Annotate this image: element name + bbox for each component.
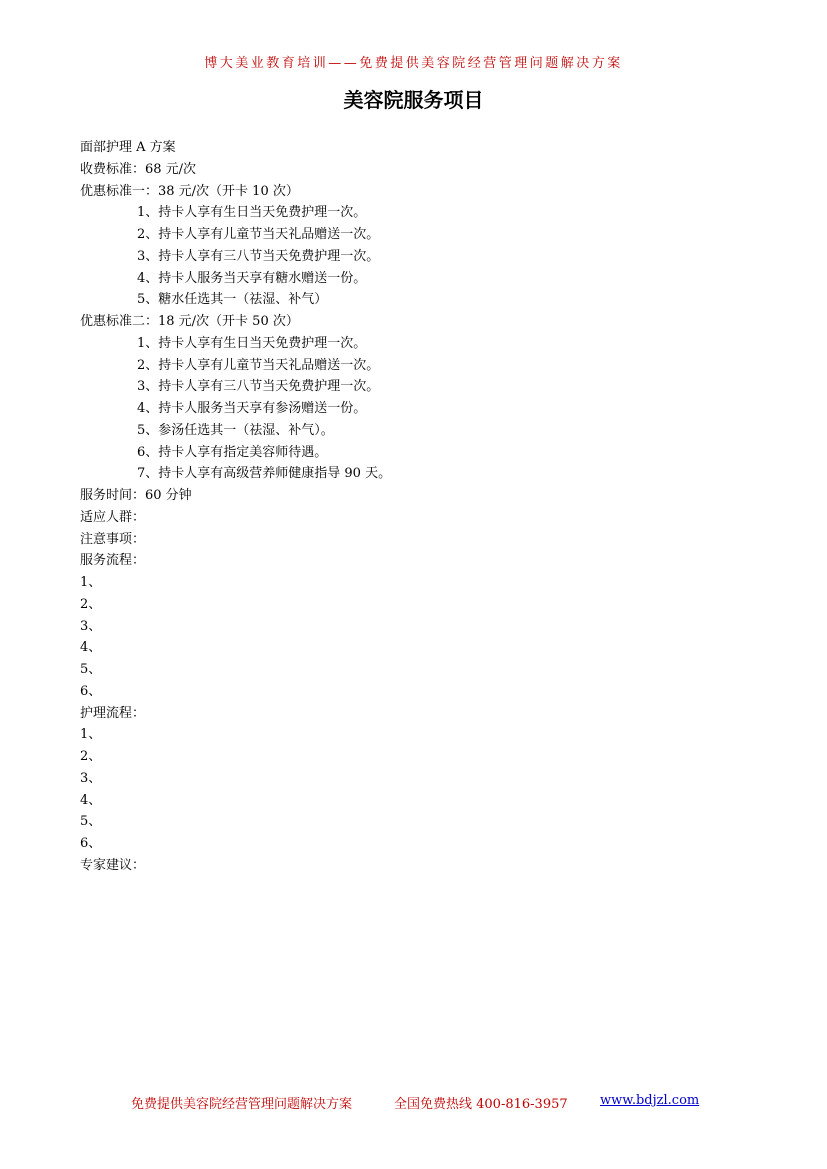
list-item: 2、 [80, 596, 102, 612]
target-group: 适应人群： [80, 509, 146, 525]
list-item: 5、 [80, 814, 102, 830]
list-item: 1、持卡人享有生日当天免费护理一次。 [137, 205, 367, 221]
discount-one-label: 优惠标准一：38 元/次（开卡 10 次） [80, 183, 299, 199]
list-item: 6、 [80, 683, 102, 699]
list-item: 5、 [80, 662, 102, 677]
list-item: 2、 [80, 749, 102, 764]
discount-two-label: 优惠标准二：18 元/次（开卡 50 次） [80, 314, 299, 329]
footer-website-link[interactable]: www.bdjzl.com [600, 1093, 700, 1108]
service-time: 服务时间：60 分钟 [80, 488, 192, 503]
footer-hotline: 全国免费热线 400-816-3957 [394, 1097, 568, 1112]
list-item: 1、 [80, 727, 102, 743]
page-header-banner: 博大美业教育培训——免费提供美容院经营管理问题解决方案 [204, 56, 623, 71]
list-item: 6、持卡人享有指定美容师待遇。 [137, 444, 328, 460]
notes: 注意事项： [80, 531, 146, 547]
list-item: 4、 [80, 640, 102, 656]
list-item: 6、 [80, 836, 102, 851]
list-item: 5、糖水任选其一（祛湿、补气） [137, 292, 328, 308]
list-item: 7、持卡人享有高级营养师健康指导 90 天。 [137, 466, 392, 482]
care-flow-label: 护理流程： [80, 705, 146, 721]
list-item: 3、 [80, 618, 102, 634]
page-footer [0, 1093, 827, 1113]
footer-slogan: 免费提供美容院经营管理问题解决方案 [131, 1097, 353, 1112]
page-title: 美容院服务项目 [343, 88, 484, 112]
list-item: 2、持卡人享有儿童节当天礼品赠送一次。 [137, 227, 380, 242]
document-body [80, 137, 740, 877]
list-item: 1、持卡人享有生日当天免费护理一次。 [137, 335, 367, 351]
list-item: 4、 [80, 792, 102, 808]
fee-standard: 收费标准：68 元/次 [80, 161, 197, 177]
list-item: 5、参汤任选其一（祛湿、补气）。 [137, 422, 334, 438]
list-item: 3、 [80, 770, 102, 786]
list-item: 3、持卡人享有三八节当天免费护理一次。 [137, 248, 380, 264]
list-item: 3、持卡人享有三八节当天免费护理一次。 [137, 379, 380, 395]
list-item: 4、持卡人服务当天享有参汤赠送一份。 [137, 401, 367, 416]
expert-advice: 专家建议： [80, 857, 146, 873]
list-item: 1、 [80, 575, 102, 590]
plan-name: 面部护理 A 方案 [80, 140, 176, 155]
list-item: 4、持卡人服务当天享有糖水赠送一份。 [137, 270, 367, 286]
service-flow-label: 服务流程： [80, 553, 146, 569]
list-item: 2、持卡人享有儿童节当天礼品赠送一次。 [137, 357, 380, 373]
